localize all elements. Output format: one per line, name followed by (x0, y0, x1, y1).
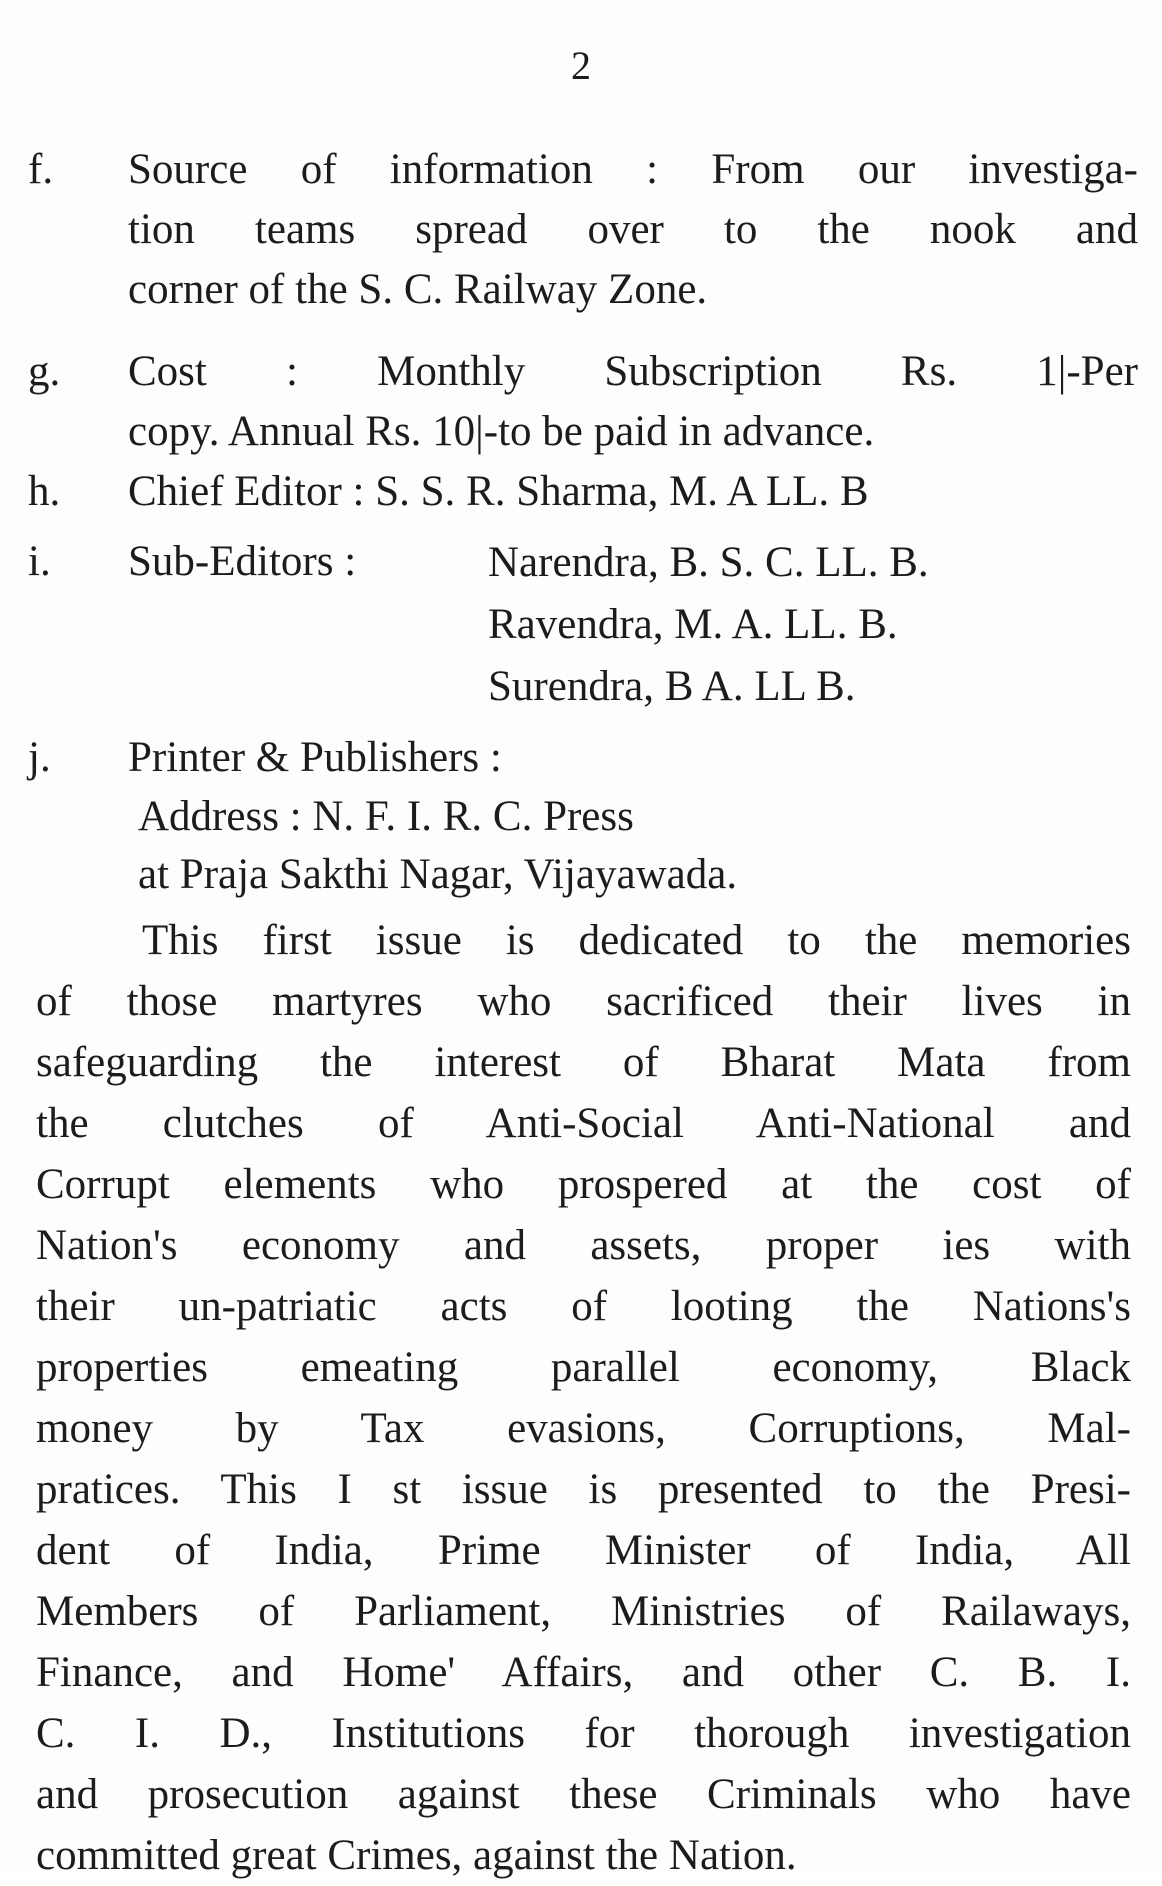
item-letter: f. (28, 146, 54, 193)
paragraph-line: Finance, and Home' Affairs, and other C. B. I. (36, 1649, 1131, 1696)
paragraph-line: their un-patriatic acts of looting the Nations's (36, 1283, 1131, 1330)
paragraph-line: This first issue is dedicated to the memories (142, 917, 1131, 964)
paragraph-line: dent of India, Prime Minister of India, All (36, 1527, 1131, 1574)
item-cost (28, 342, 1138, 462)
paragraph-line: money by Tax evasions, Corruptions, Mal- (36, 1405, 1131, 1452)
paragraph-line: and prosecution against these Criminals who have (36, 1771, 1131, 1818)
item-body (128, 140, 1138, 320)
editor-entry: Ravendra, M. A. LL. B. (488, 601, 898, 648)
paragraph-line: Nation's economy and assets, proper ies with (36, 1222, 1131, 1269)
paragraph-line: safeguarding the interest of Bharat Mata from (36, 1039, 1131, 1086)
item-printer-publishers (28, 728, 1138, 904)
editor-entry: Surendra, B A. LL B. (488, 663, 856, 710)
paragraph-line: pratices. This I st issue is presented to the Presi- (36, 1466, 1131, 1513)
printer-heading: Printer & Publishers : (128, 734, 502, 781)
sub-editors-label: Sub-Editors : (128, 538, 357, 585)
address-line: at Praja Sakthi Nagar, Vijayawada. (138, 851, 738, 898)
item-line: Chief Editor : S. S. R. Sharma, M. A LL. B (128, 468, 869, 515)
item-line: corner of the S. C. Railway Zone. (128, 266, 708, 313)
address-block (138, 788, 1138, 904)
item-line: copy. Annual Rs. 10|-to be paid in advance. (128, 408, 875, 455)
editor-entry: Narendra, B. S. C. LL. B. (488, 539, 929, 586)
item-chief-editor (28, 462, 1138, 522)
item-body (128, 728, 1138, 788)
page-number: 2 (571, 43, 591, 88)
item-source-of-information (28, 140, 1138, 320)
item-line: tion teams spread over to the nook and (128, 206, 1138, 253)
item-body (128, 342, 1138, 462)
paragraph-line: Members of Parliament, Ministries of Railaways, (36, 1588, 1131, 1635)
paragraph-line: committed great Crimes, against the Nation. (36, 1832, 797, 1879)
item-letter: g. (28, 348, 61, 395)
address-line: Address : N. F. I. R. C. Press (138, 793, 634, 840)
item-letter: j. (28, 734, 51, 781)
item-sub-editors (28, 532, 1138, 710)
item-letter: i. (28, 538, 51, 585)
paragraph-line: of those martyres who sacrificed their lives in (36, 978, 1131, 1025)
item-line: Source of information : From our investiga- (128, 146, 1138, 193)
dedication-paragraph (36, 910, 1131, 1886)
editor-list (488, 532, 929, 718)
item-body (128, 462, 1138, 522)
paragraph-line: C. I. D., Institutions for thorough investigation (36, 1710, 1131, 1757)
paragraph-line: Corrupt elements who prospered at the cost of (36, 1161, 1131, 1208)
paragraph-line: the clutches of Anti-Social Anti-National and (36, 1100, 1131, 1147)
item-line: Cost : Monthly Subscription Rs. 1|-Per (128, 348, 1138, 395)
paragraph-line: properties emeating parallel economy, Black (36, 1344, 1131, 1391)
item-letter: h. (28, 468, 61, 515)
